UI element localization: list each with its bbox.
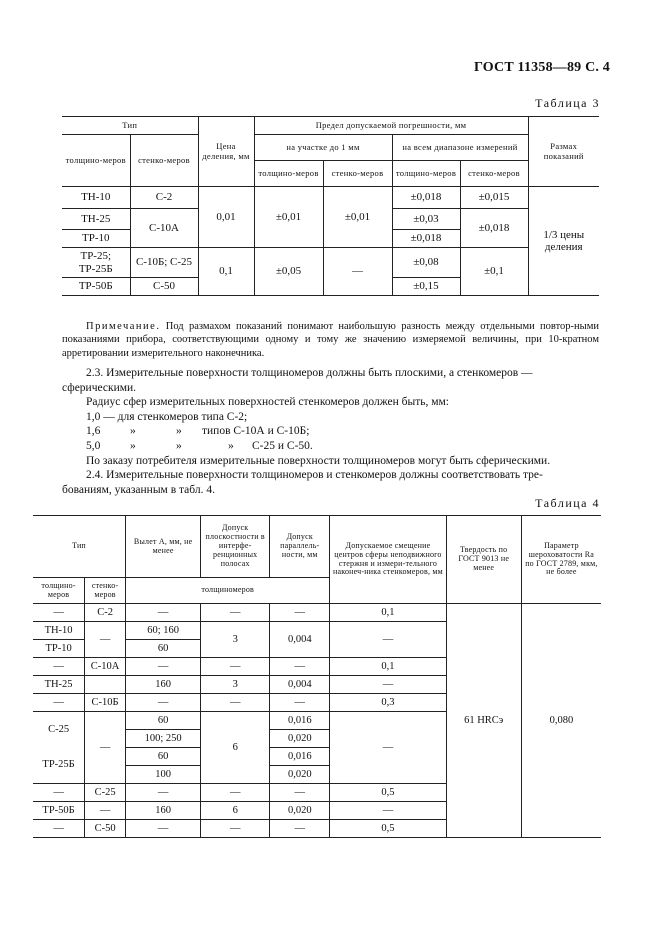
- t4-cell: 60; 160: [126, 622, 201, 640]
- t4-cell: —: [33, 694, 85, 712]
- t4-cell: С-10А: [85, 658, 126, 676]
- t4-cell: 60: [126, 748, 201, 766]
- t4-cell: 0,020: [270, 730, 330, 748]
- t4-cell: —: [270, 784, 330, 802]
- table3-label: Таблица 3: [535, 96, 600, 110]
- p-order: По заказу потребителя измерительные поверхности толщиномеров могут быть сферическими.: [86, 454, 551, 467]
- t3-h-sub-t1: толщино-меров: [254, 161, 323, 187]
- t4-cell: 6: [201, 712, 270, 784]
- p23a: 2.3. Измерительные поверхности толщиномеров должны быть плоскими, а стенкомеров —: [86, 367, 533, 379]
- t4-cell: 0,5: [330, 820, 446, 838]
- l3c: »: [176, 439, 182, 452]
- p-radius: Радиус сфер измерительных поверхностей стенкомеров должен быть, мм:: [86, 396, 449, 409]
- t4-cell: 60: [126, 640, 201, 658]
- t4-cell: —: [85, 712, 126, 784]
- t4-cell: 160: [126, 802, 201, 820]
- t4-cell: С-25: [33, 712, 85, 748]
- t4-cell-hardness: 61 HRCэ: [446, 604, 521, 838]
- t3-cell: ±0,018: [460, 209, 528, 248]
- t4-cell: 0,016: [270, 712, 330, 730]
- l2d: типов С-10А и С-10Б;: [202, 425, 310, 438]
- t3-h-sub-w1: стенко-меров: [323, 161, 392, 187]
- list-2: [62, 424, 602, 439]
- t4-cell: 0,020: [270, 766, 330, 784]
- p24b: бованиям, указанным в табл. 4.: [62, 483, 215, 496]
- t4-cell: —: [270, 820, 330, 838]
- t4-cell: 0,016: [270, 748, 330, 766]
- t3-cell: ТР-25; ТР-25Б: [62, 248, 130, 278]
- t4-cell: —: [201, 694, 270, 712]
- t4-cell: 160: [126, 676, 201, 694]
- t3-cell: ±0,018: [392, 230, 460, 248]
- t3-cell: ТР-10: [62, 230, 130, 248]
- t4-cell: ТР-25Б: [33, 748, 85, 784]
- t4-cell: 60: [126, 712, 201, 730]
- t4-cell: —: [33, 784, 85, 802]
- t4-cell: 6: [201, 802, 270, 820]
- t4-cell: —: [201, 658, 270, 676]
- t4-cell: 0,020: [270, 802, 330, 820]
- t4-h-reach: Вылет A, мм, не менее: [126, 516, 201, 578]
- t4-h-rough: Параметр шероховатости Ra по ГОСТ 2789, мкм, не более: [521, 516, 601, 604]
- t4-cell: С-50: [85, 820, 126, 838]
- t4-cell: 0,5: [330, 784, 446, 802]
- t4-cell: ТР-10: [33, 640, 85, 658]
- l2b: »: [130, 425, 136, 438]
- t4-cell: —: [270, 658, 330, 676]
- t4-cell: 0,1: [330, 658, 446, 676]
- t4-cell: ТР-50Б: [33, 802, 85, 820]
- t4-cell: 100; 250: [126, 730, 201, 748]
- table-3: [62, 116, 599, 296]
- t4-cell: —: [201, 820, 270, 838]
- table3-note: [62, 320, 599, 360]
- t4-h-offset: Допускаемое смещение центров сферы неподвижного стержня и измери-тельного наконеч-ника стенкомеров, мм: [330, 516, 446, 604]
- t3-cell: С-50: [130, 278, 198, 296]
- t4-cell: 0,004: [270, 622, 330, 658]
- t4-cell: —: [85, 802, 126, 820]
- t3-cell: С-2: [130, 187, 198, 209]
- t3-cell: ±0,05: [254, 248, 323, 296]
- l3d: »: [228, 439, 234, 452]
- t4-h-type: Тип: [33, 516, 126, 578]
- l2c: »: [176, 425, 182, 438]
- t4-cell: —: [201, 784, 270, 802]
- t4-cell: —: [270, 604, 330, 622]
- t4-h-wall: стенко-меров: [85, 578, 126, 604]
- t3-cell: 0,01: [198, 187, 254, 248]
- t3-cell: 1/3 цены деления: [528, 187, 599, 296]
- l3e: С-25 и С-50.: [252, 439, 313, 452]
- t4-h-thickness: толщино-меров: [33, 578, 85, 604]
- table4-label: Таблица 4: [535, 496, 600, 510]
- t3-h-span: Размах показаний: [528, 117, 599, 187]
- t4-cell: ТН-10: [33, 622, 85, 640]
- t4-h-flat: Допуск плоскостности в интерфе-ренционных полосах: [201, 516, 270, 578]
- t4-cell: —: [330, 676, 446, 694]
- note-text: Под размахом показаний понимают наибольшую разность между отдельными повтор-ными показаниями прибора, соответствующими одному и тому же значению измеряемой величины, при 10-кратном арретировании измерительного наконечника.: [62, 321, 599, 359]
- t3-cell: С-10А: [130, 209, 198, 248]
- t3-h-type: Тип: [62, 117, 198, 135]
- t3-cell: ±0,03: [392, 209, 460, 230]
- t3-cell: ±0,01: [254, 187, 323, 248]
- l3b: »: [130, 439, 136, 452]
- t4-cell: —: [330, 622, 446, 658]
- t4-cell: —: [33, 820, 85, 838]
- t3-cell: ±0,1: [460, 248, 528, 296]
- t3-h-thickness: толщино-меров: [62, 135, 130, 187]
- t3-cell: —: [323, 248, 392, 296]
- t4-h-thick-sub: толщиномеров: [126, 578, 330, 604]
- l2a: 1,6: [86, 425, 101, 438]
- t4-cell-roughness: 0,080: [521, 604, 601, 838]
- t3-cell: С-10Б; С-25: [130, 248, 198, 278]
- t4-cell: 100: [126, 766, 201, 784]
- t3-cell: 0,1: [198, 248, 254, 296]
- t4-cell: 0,1: [330, 604, 446, 622]
- t4-cell: [85, 676, 126, 694]
- t3-h-range: на всем диапазоне измерений: [392, 135, 528, 161]
- t4-cell: —: [330, 802, 446, 820]
- p23b: сферическими.: [62, 381, 137, 394]
- t3-cell: ±0,08: [392, 248, 460, 278]
- t4-cell: —: [126, 658, 201, 676]
- t3-cell: ±0,018: [392, 187, 460, 209]
- t4-cell: 3: [201, 622, 270, 658]
- t3-h-sub-t2: толщино-меров: [392, 161, 460, 187]
- t4-cell: 3: [201, 676, 270, 694]
- t4-cell: —: [126, 820, 201, 838]
- t4-cell: —: [330, 712, 446, 784]
- t4-h-par: Допуск параллель-ности, мм: [270, 516, 330, 578]
- t3-cell: ТР-50Б: [62, 278, 130, 296]
- list-1: 1,0 — для стенкомеров типа С-2;: [86, 410, 248, 423]
- list-3: [62, 439, 602, 454]
- page-header: ГОСТ 11358—89 С. 4: [473, 60, 610, 75]
- p24a: 2.4. Измерительные поверхности толщиномеров и стенкомеров должны соответствовать тре-: [86, 469, 543, 482]
- t4-cell: С-2: [85, 604, 126, 622]
- t3-cell: ТН-10: [62, 187, 130, 209]
- t4-cell: С-10Б: [85, 694, 126, 712]
- t3-h-section: на участке до 1 мм: [254, 135, 392, 161]
- t4-cell: —: [126, 694, 201, 712]
- t4-cell: —: [270, 694, 330, 712]
- t3-cell: ТН-25: [62, 209, 130, 230]
- t3-cell: ±0,01: [323, 187, 392, 248]
- table-4: [33, 515, 601, 838]
- t4-cell: —: [33, 604, 85, 622]
- t4-cell: —: [126, 604, 201, 622]
- note-label: Примечание.: [86, 321, 161, 332]
- t3-cell: ±0,15: [392, 278, 460, 296]
- t4-h-hard: Твердость по ГОСТ 9013 не менее: [446, 516, 521, 604]
- l3a: 5,0: [86, 439, 101, 452]
- t4-cell: 0,004: [270, 676, 330, 694]
- t3-h-limit: Предел допускаемой погрешности, мм: [254, 117, 528, 135]
- t3-h-sub-w2: стенко-меров: [460, 161, 528, 187]
- t3-h-wall: стенко-меров: [130, 135, 198, 187]
- t4-cell: ТН-25: [33, 676, 85, 694]
- t4-cell: —: [85, 622, 126, 658]
- section-2-3: [62, 366, 602, 497]
- t3-h-division: Цена деления, мм: [198, 117, 254, 187]
- t4-cell: —: [201, 604, 270, 622]
- t4-cell: —: [33, 658, 85, 676]
- t4-cell: 0,3: [330, 694, 446, 712]
- t4-cell: —: [126, 784, 201, 802]
- t4-cell: С-25: [85, 784, 126, 802]
- t3-cell: ±0,015: [460, 187, 528, 209]
